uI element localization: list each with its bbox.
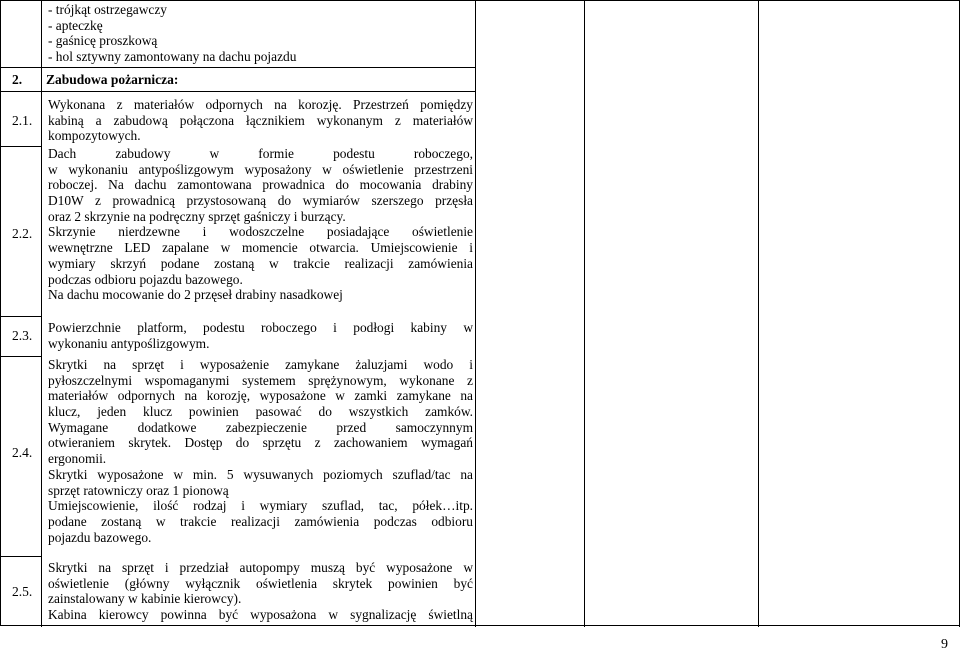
list-item: - apteczkę <box>48 17 103 33</box>
text-line: otwieraniem skrytek. Dostęp do sprzętu z zachowaniem wymagań <box>48 435 473 451</box>
text-line: Skrytki na sprzęt i przedział autopompy muszą być wyposażone w <box>48 560 473 575</box>
column-divider <box>758 1 759 627</box>
list-item: - trójkąt ostrzegawczy <box>48 2 167 17</box>
text-line: wymiary skrzyń podane zostaną w trakcie realizacji zamówienia <box>48 255 473 271</box>
text-line: wykonaniu antypoślizgowym. <box>48 335 210 351</box>
row-divider <box>1 625 960 626</box>
text-line: pyłoszczelnymi wspomaganymi systemem sprężynowym, wykonane z <box>48 372 473 388</box>
text-line: kompozytowych. <box>48 128 141 144</box>
row-divider <box>1 556 41 557</box>
row-divider <box>1 146 41 147</box>
page-number: 9 <box>941 637 948 652</box>
text-line: klucz, jeden klucz powinien pasować do wszystkich zamków. <box>48 404 473 420</box>
item-number-2-2: 2.2. <box>12 226 33 241</box>
text-line: ergonomii. <box>48 451 107 467</box>
text-line: Wykonana z materiałów odpornych na korozję. Przestrzeń pomiędzy <box>48 97 473 112</box>
text-line: Na dachu mocowanie do 2 przęseł drabiny nasadkowej <box>48 287 343 303</box>
item-2-4-text <box>48 357 473 545</box>
section-number: 2. <box>12 72 23 87</box>
item-number-2-3: 2.3. <box>12 328 33 343</box>
list-item: - hol sztywny zamontowany na dachu pojazdu <box>48 49 297 65</box>
section-header <box>12 72 178 88</box>
text-line: oświetlenie (główny wyłącznik oświetlenia skrytek powinien być <box>48 575 473 591</box>
item-number-2-1: 2.1. <box>12 113 33 128</box>
text-line: Skrytki na sprzęt i wyposażenie zamykane żaluzjami wodo i <box>48 357 473 372</box>
intro-list <box>48 2 473 65</box>
text-line: sprzęt ratowniczy oraz 1 pionową <box>48 482 229 498</box>
item-2-5-text <box>48 560 473 623</box>
text-line: podane zostaną w trakcie realizacji zamówienia podczas odbioru <box>48 513 473 529</box>
text-line: pojazdu bazowego. <box>48 529 152 545</box>
column-divider <box>584 1 585 627</box>
list-item: - gaśnicę proszkową <box>48 33 158 49</box>
item-2-2-text <box>48 146 473 303</box>
row-divider <box>1 91 475 92</box>
text-line: Skrytki wyposażone w min. 5 wysuwanych poziomych szuflad/tac na <box>48 466 473 482</box>
section-title: Zabudowa pożarnicza: <box>46 72 179 87</box>
text-line: roboczej. Na dachu zamontowana prowadnica do mocowania drabiny <box>48 177 473 193</box>
text-line: Powierzchnie platform, podestu roboczego i podłogi kabiny w <box>48 320 473 335</box>
text-line: Wymagane dodatkowe zabezpieczenie przed samoczynnym <box>48 419 473 435</box>
text-line: materiałów odpornych na korozję, wyposażone w zamki zamykane na <box>48 388 473 404</box>
column-divider <box>41 1 42 627</box>
row-divider <box>1 316 41 317</box>
text-line: kabiną a zabudową połączona łącznikiem wykonanym z materiałów <box>48 112 473 128</box>
item-number-2-5: 2.5. <box>12 584 33 599</box>
text-line: oraz 2 skrzynie na podręczny sprzęt gaśniczy i burzący. <box>48 208 346 224</box>
item-2-3-text <box>48 320 473 351</box>
text-line: D10W z prowadnicą przystosowaną do wymiarów szerszego przęsła <box>48 193 473 209</box>
row-divider <box>1 356 41 357</box>
row-divider <box>1 67 475 68</box>
text-line: zainstalowany w kabinie kierowcy). <box>48 591 242 607</box>
text-line: Umiejscowienie, ilość rodzaj i wymiary szuflad, tac, półek…itp. <box>48 498 473 514</box>
column-divider <box>475 1 476 627</box>
text-line: wewnętrzne LED zapalane w momencie otwarcia. Umiejscowienie i <box>48 240 473 256</box>
text-line: podczas odbioru pojazdu bazowego. <box>48 271 243 287</box>
text-line: Kabina kierowcy powinna być wyposażona w sygnalizację świetlną <box>48 607 473 623</box>
text-line: w wykonaniu antypoślizgowym wyposażony w oświetlenie przestrzeni <box>48 161 473 177</box>
item-2-1-text <box>48 97 473 144</box>
text-line: Dach zabudowy w formie podestu roboczego, <box>48 146 473 161</box>
text-line: Skrzynie nierdzewne i wodoszczelne posiadające oświetlenie <box>48 224 473 240</box>
item-number-2-4: 2.4. <box>12 445 33 460</box>
